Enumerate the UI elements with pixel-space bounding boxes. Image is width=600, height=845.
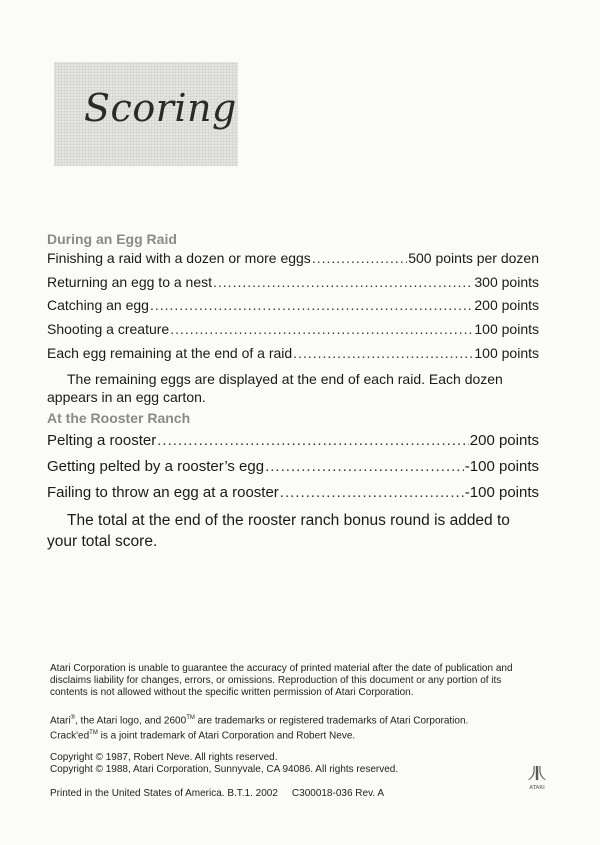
score-row-creature	[47, 321, 539, 337]
page-title: Scoring	[84, 86, 237, 130]
copyright-1: Copyright © 1987, Robert Neve. All rights reserved.	[50, 752, 278, 763]
print-line	[50, 788, 384, 800]
document-code: C300018-036 Rev. A	[291, 788, 385, 799]
rooster-ranch-heading: At the Rooster Ranch	[47, 410, 191, 426]
egg-raid-note	[47, 370, 547, 406]
score-points: 500 points per dozen	[408, 250, 539, 266]
score-row-pelting	[47, 432, 539, 449]
leader-dots	[170, 321, 473, 337]
leader-dots	[265, 458, 464, 475]
disclaimer-text: Atari Corporation is unable to guarantee the accuracy of printed material after the date of publication and disclaims liability for changes, errors, or omissions. Reproduction of this document or any portion of its contents is not allowed without the specific written permission of Atari Corporation.	[50, 663, 513, 698]
copyright-2: Copyright © 1988, Atari Corporation, Sunnyvale, CA 94086. All rights reserved.	[50, 764, 399, 775]
score-label: Each egg remaining at the end of a raid	[47, 345, 293, 361]
trademark-line-1	[50, 712, 540, 727]
atari-fuji-icon	[526, 765, 548, 793]
score-label: Finishing a raid with a dozen or more eggs	[47, 250, 311, 266]
atari-logo-text: ATARI	[529, 785, 545, 791]
leader-dots	[213, 274, 473, 290]
score-label: Shooting a creature	[47, 321, 170, 337]
egg-raid-note-text: The remaining eggs are displayed at the end of each raid. Each dozen appears in an egg carton.	[47, 371, 503, 405]
printed-in: Printed in the United States of America. B.T.1. 2002	[50, 788, 278, 799]
tm-mark-2600: TM	[186, 715, 195, 721]
print-info	[50, 788, 384, 800]
score-row-remaining	[47, 345, 539, 361]
leader-dots	[157, 432, 469, 449]
leader-dots	[150, 297, 473, 313]
rooster-ranch-note-text: The total at the end of the rooster ranch bonus round is added to your total score.	[47, 512, 510, 550]
leader-dots	[293, 345, 473, 361]
score-points: -100 points	[464, 484, 539, 501]
score-label: Pelting a rooster	[47, 432, 157, 449]
score-label: Returning an egg to a nest	[47, 274, 213, 290]
tm-mark-cracked: TM	[89, 730, 98, 737]
leader-dots	[312, 250, 407, 266]
score-points: 200 points	[474, 297, 539, 313]
egg-raid-heading: During an Egg Raid	[47, 231, 177, 247]
trademark-line-2	[50, 727, 540, 742]
atari-logo	[526, 765, 548, 793]
copyright-block	[50, 752, 398, 776]
score-row-catch	[47, 297, 539, 313]
rooster-ranch-note	[47, 510, 542, 552]
score-row-fail-throw	[47, 484, 539, 501]
legal-disclaimer	[50, 663, 540, 699]
trademark-notice	[50, 712, 540, 743]
registered-mark: ®	[70, 715, 75, 721]
score-row-pelted	[47, 458, 539, 475]
tm-logo-2600: , the Atari logo, and 2600	[74, 715, 187, 727]
tm-joint-statement: is a joint trademark of Atari Corporation and Robert Neve.	[97, 730, 356, 742]
score-points: 200 points	[469, 432, 539, 449]
score-points: 100 points	[474, 321, 539, 337]
score-label: Catching an egg	[47, 297, 149, 313]
score-points: -100 points	[464, 458, 539, 475]
score-row-dozen	[47, 250, 539, 266]
score-label: Failing to throw an egg at a rooster	[47, 484, 279, 501]
leader-dots	[280, 484, 464, 501]
tm-statement: are trademarks or registered trademarks of Atari Corporation.	[194, 715, 469, 727]
score-points: 300 points	[474, 274, 539, 290]
tm-cracked: Crack'ed	[50, 730, 90, 742]
tm-atari: Atari	[50, 715, 71, 727]
score-points: 100 points	[474, 345, 539, 361]
score-label: Getting pelted by a rooster’s egg	[47, 458, 265, 475]
score-row-nest	[47, 274, 539, 290]
